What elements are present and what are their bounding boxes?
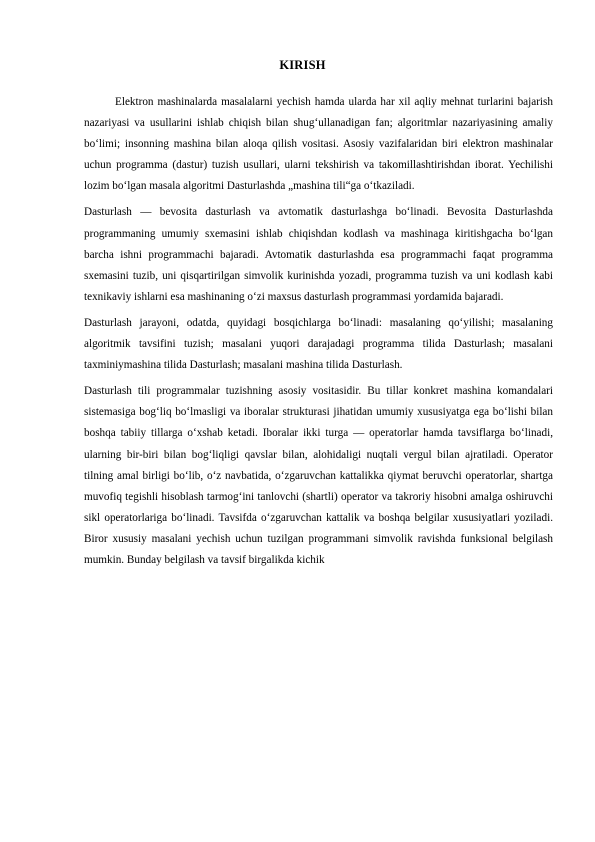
paragraph: Dasturlash — bevosita dasturlash va avtomatik dasturlashga bo‘linadi. Bevosita Dasturlashda programmaning umumiy sxemasini ishlab chiqishdan kodlash va mashinaga kiritishgacha bo‘lgan barcha ishni programmachi bajaradi. Avtomatik dasturlashda esa programmachi faqat programma sxemasini tuzib, uni qisqartirilgan simvolik kurinishda yozadi, programma tuzish va uni kodlash kabi texnikaviy ishlarni esa mashinaning o‘zi maxsus dasturlash programmasi yordamida bajaradi. — [84, 206, 553, 303]
title-text: KIRISH — [279, 58, 326, 72]
paragraph: Elektron mashinalarda masalalarni yechish hamda ularda har xil aqliy mehnat turlarini bajarish nazariyasi va usullarini ishlab chiqish bilan shug‘ullanadigan fan; algoritmlar nazariyasining amaliy bo‘limi; insonning mashina bilan aloqa qilish vositasi. Asosiy vazifalaridan biri elektron mashinalar uchun programma (dastur) tuzish usullari, ularni tekshirish va takomillashtirishdan iborat. Yechilishi lozim bo‘lgan masala algoritmi Dasturlashda „mashina tili“ga o‘tkaziladi. — [84, 96, 553, 193]
paragraph: Dasturlash tili programmalar tuzishning asosiy vositasidir. Bu tillar konkret mashina komandalari sistemasiga bog‘liq bo‘lmasligi va iboralar strukturasi jihatidan umumiy xususiyatga ega bo‘lishi bilan boshqa tabiiy tillarga o‘xshab ketadi. Iboralar ikki turga — operatorlar hamda tavsiflarga bo‘linadi, ularning bir-biri bilan bog‘liqligi qavslar bilan, alohidaligi nuqtali vergul bilan ajratiladi. Operator tilning amal birligi bo‘lib, o‘z navbatida, o‘zgaruvchan kattalikka qiymat beruvchi operatorlar, shartga muvofiq tegishli hisoblash tarmog‘ini tanlovchi (shartli) operator va takroriy hisobni amalga oshiruvchi sikl operatorlariga bo‘linadi. Tavsifda o‘zgaruvchan kattalik va boshqa belgilar xususiyatlari yoziladi. Biror xususiy masalani yechish uchun tuzilgan programmani simvolik ravishda funksional belgilash mumkin. Bunday belgilash va tavsif birgalikda kichik — [84, 385, 553, 566]
paragraph: Dasturlash jarayoni, odatda, quyidagi bosqichlarga bo‘linadi: masalaning qo‘yilishi; masalaning algoritmik tavsifini tuzish; masalani yuqori darajadagi programma tilida Dasturlash; masalani taxminiymashina tilida Dasturlash; masalani mashina tilida Dasturlash. — [84, 316, 553, 372]
page-title — [0, 58, 595, 73]
document-body — [84, 92, 553, 576]
